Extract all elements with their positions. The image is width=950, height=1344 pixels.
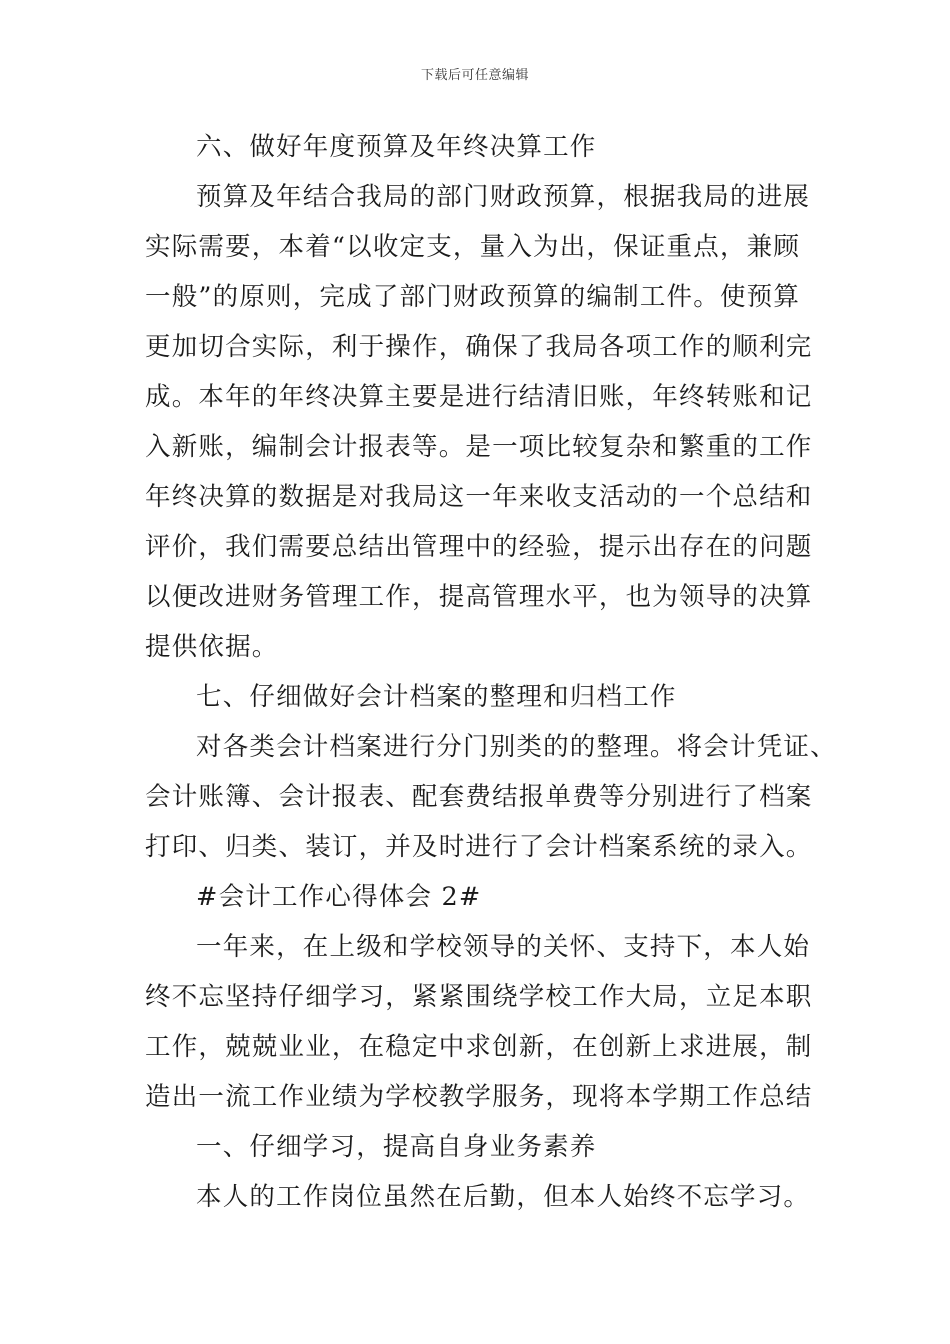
- section-heading-1: 一、仔细学习，提高自身业务素养: [196, 1132, 597, 1162]
- article-title: #会计工作心得体会 2#: [196, 882, 482, 912]
- paragraph-line: 造出一流工作业绩为学校教学服务，现将本学期工作总结: [145, 1082, 813, 1112]
- paragraph-line: 评价，我们需要总结出管理中的经验，提示出存在的问题: [145, 532, 813, 562]
- paragraph-line: 一年来，在上级和学校领导的关怀、支持下，本人始: [196, 932, 811, 962]
- paragraph-line: 年终决算的数据是对我局这一年来收支活动的一个总结和: [145, 482, 813, 512]
- paragraph-line: 以便改进财务管理工作，提高管理水平，也为领导的决算: [145, 582, 813, 612]
- paragraph-line: 提供依据。: [145, 632, 279, 662]
- section-heading-7: 七、仔细做好会计档案的整理和归档工作: [196, 682, 677, 712]
- paragraph-line: 实际需要，本着“以收定支，量入为出，保证重点，兼顾: [145, 232, 801, 262]
- paragraph-line: 会计账簿、会计报表、配套费结报单费等分别进行了档案: [145, 782, 813, 812]
- section-heading-6: 六、做好年度预算及年终决算工作: [196, 132, 597, 162]
- paragraph-line: 打印、归类、装订，并及时进行了会计档案系统的录入。: [145, 832, 813, 862]
- paragraph-line: 一般”的原则，完成了部门财政预算的编制工件。使预算: [145, 282, 801, 312]
- page-header: 下载后可任意编辑: [420, 68, 529, 83]
- paragraph-line: 工作，兢兢业业，在稳定中求创新，在创新上求进展，制: [145, 1032, 813, 1062]
- paragraph-line: 终不忘坚持仔细学习，紧紧围绕学校工作大局，立足本职: [145, 982, 813, 1012]
- paragraph-line: 成。本年的年终决算主要是进行结清旧账，年终转账和记: [145, 382, 813, 412]
- paragraph-line: 更加切合实际，利于操作，确保了我局各项工作的顺利完: [145, 332, 813, 362]
- document-body: [145, 122, 837, 1222]
- paragraph-line: 入新账，编制会计报表等。是一项比较复杂和繁重的工作: [145, 432, 813, 462]
- paragraph-line: 对各类会计档案进行分门别类的的整理。将会计凭证、: [196, 732, 837, 762]
- paragraph-line: 本人的工作岗位虽然在后勤，但本人始终不忘学习。: [196, 1182, 811, 1212]
- paragraph-line: 预算及年结合我局的部门财政预算，根据我局的进展: [196, 182, 811, 212]
